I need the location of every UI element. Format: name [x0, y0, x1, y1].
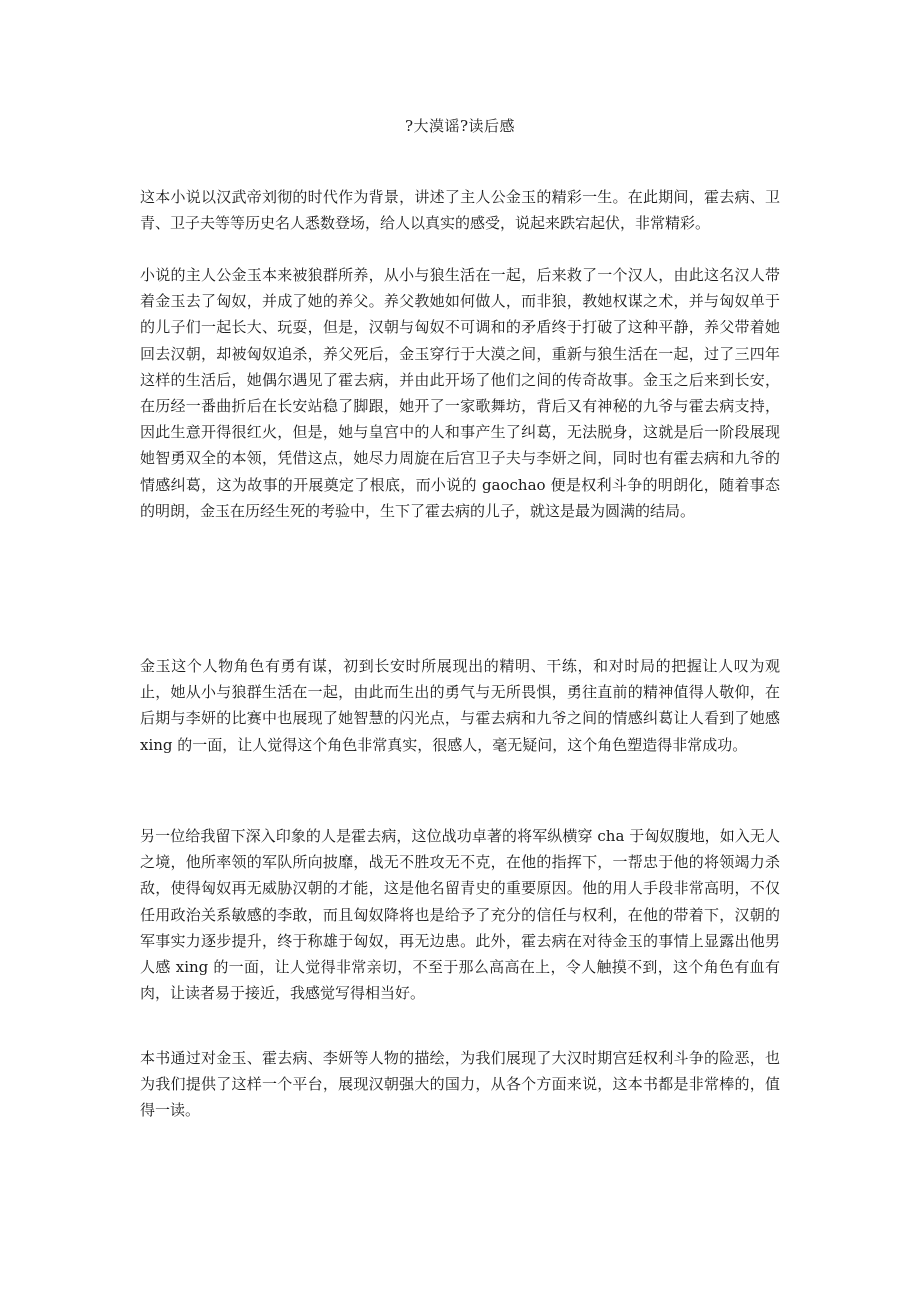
paragraph-intro: 这本小说以汉武帝刘彻的时代作为背景，讲述了主人公金玉的精彩一生。在此期间，霍去病、卫青、卫子夫等等历史名人悉数登场，给人以真实的感受，说起来跌宕起伏，非常精彩。 [140, 188, 780, 233]
paragraph-plot-summary: 小说的主人公金玉本来被狼群所养，从小与狼生活在一起，后来救了一个汉人，由此这名汉人带着金玉去了匈奴，并成了她的养父。养父教她如何做人，而非狼，教她权谋之术，并与匈奴单于的儿子们一起长大、玩耍，但是，汉朝与匈奴不可调和的矛盾终于打破了这种平静，养父带着她回去汉朝，却被匈奴追杀，养父死后，金玉穿行于大漠之间，重新与狼生活在一起，过了三四年这样的生活后，她偶尔遇见了霍去病，并由此开场了他们之间的传奇故事。金玉之后来到长安，在历经一番曲折后在长安站稳了脚跟，她开了一家歌舞坊，背后又有神秘的九爷与霍去病支持，因此生意开得很红火，但是，她与皇宫中的人和事产生了纠葛，无法脱身，这就是后一阶段展现她智勇双全的本领，凭借这点，她尽力周旋在后宫卫子夫与李妍之间，同时也有霍去病和九爷的情感纠葛，这为故事的开展奠定了根底，而小说的 gaochao 便是权利斗争的明朗化，随着事态的明朗，金玉在历经生死的考验中，生下了霍去病的儿子，就这是最为圆满的结局。 [140, 266, 780, 520]
paragraph-huoqubing-character: 另一位给我留下深入印象的人是霍去病，这位战功卓著的将军纵横穿 cha 于匈奴腹地，如入无人之境，他所率领的军队所向披靡，战无不胜攻无不克，在他的指挥下，一帮忠于他的将领竭力杀敌，使得匈奴再无威胁汉朝的才能，这是他名留青史的重要原因。他的用人手段非常高明，不仅任用政治关系敏感的李敢，而且匈奴降将也是给予了充分的信任与权利，在他的带着下，汉朝的军事实力逐步提升，终于称雄于匈奴，再无边患。此外，霍去病在对待金玉的事情上显露出他男人感 xing 的一面，让人觉得非常亲切，不至于那么高高在上，令人触摸不到，这个角色有血有肉，让读者易于接近，我感觉写得相当好。 [140, 827, 780, 1003]
paragraph-conclusion: 本书通过对金玉、霍去病、李妍等人物的描绘，为我们展现了大汉时期宫廷权利斗争的险恶，也为我们提供了这样一个平台，展现汉朝强大的国力，从各个方面来说，这本书都是非常棒的，值得一读。 [140, 1049, 780, 1120]
document-title: ?大漠谣?读后感 [404, 117, 516, 135]
paragraph-jinyu-character: 金玉这个人物角色有勇有谋，初到长安时所展现出的精明、干练，和对时局的把握让人叹为观止，她从小与狼群生活在一起，由此而生出的勇气与无所畏惧，勇往直前的精神值得人敬仰，在后期与李妍的比赛中也展现了她智慧的闪光点，与霍去病和九爷之间的情感纠葛让人看到了她感 xing 的一面，让人觉得这个角色非常真实，很感人，毫无疑问，这个角色塑造得非常成功。 [140, 657, 780, 754]
